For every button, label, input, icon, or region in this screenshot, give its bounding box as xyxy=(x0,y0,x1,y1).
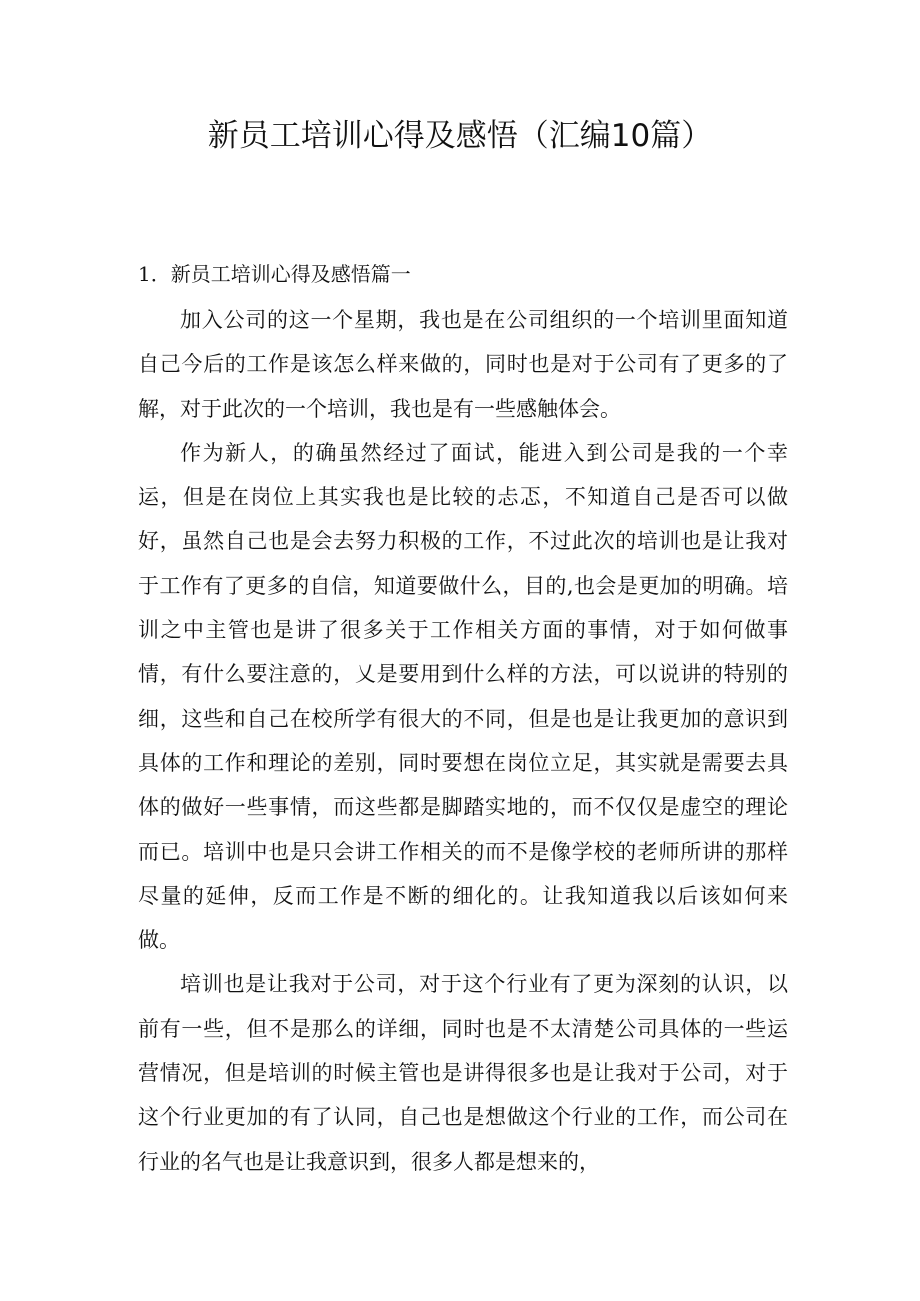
paragraph-2: 作为新人，的确虽然经过了面试，能进入到公司是我的一个幸运，但是在岗位上其实我也是比较的忐忑，不知道自己是否可以做好，虽然自己也是会去努力积极的工作，不过此次的培训也是让我对于工作有了更多的自信，知道要做什么，目的,也会是更加的明确。培训之中主管也是讲了很多关于工作相关方面的事情，对于如何做事情，有什么要注意的，乂是要用到什么样的方法，可以说讲的特别的细，这些和自己在校所学有很大的不同，但是也是让我更加的意识到具体的工作和理论的差别，同时要想在岗位立足，其实就是需要去具体的做好一些事情，而这些都是脚踏实地的，而不仅仅是虚空的理论而已。培训中也是只会讲工作相关的而不是像学校的老师所讲的那样尽量的延伸，反而工作是不断的细化的。让我知道我以后该如何来做。 xyxy=(138,440,788,953)
paragraph-3: 培训也是让我对于公司，对于这个行业有了更为深刻的认识，以前有一些，但不是那么的详细，同时也是不太清楚公司具体的一些运营情况，但是培训的时候主管也是讲得很多也是让我对于公司，对于这个行业更加的有了认同，自己也是想做这个行业的工作，而公司在行业的名气也是让我意识到，很多人都是想来的， xyxy=(138,972,788,1174)
document-title: 新员工培训心得及感悟（汇编10篇） xyxy=(207,118,713,154)
section-heading: 1．新员工培训心得及感悟篇一 xyxy=(138,262,411,286)
document-body xyxy=(138,298,788,1184)
paragraph-1: 加入公司的这一个星期，我也是在公司组织的一个培训里面知道自己今后的工作是该怎么样来做的，同时也是对于公司有了更多的了解，对于此次的一个培训，我也是有一些感触体会。 xyxy=(138,308,788,421)
